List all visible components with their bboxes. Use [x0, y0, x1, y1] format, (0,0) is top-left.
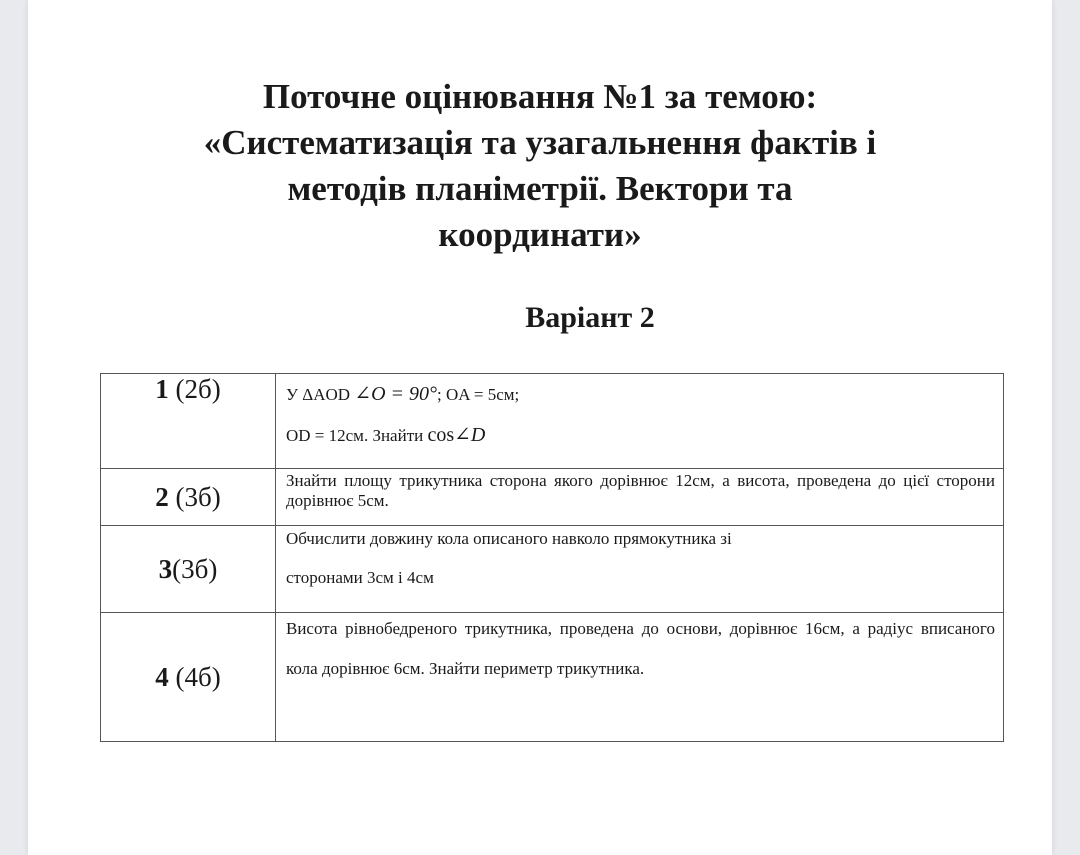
document-page	[28, 0, 1052, 855]
task-number-cell	[101, 374, 276, 469]
variant-heading: Варіант 2	[525, 301, 655, 334]
task-4-text: Висота рівнобедреного трикутника, проведена до основи, дорівнює 16см, а радіус вписаного кола дорівнює 6см. Знайти периметр трикутника.	[286, 619, 995, 678]
task-2-text: Знайти площу трикутника сторона якого дорівнює 12см, а висота, проведена до цієї сторони дорівнює 5см.	[286, 471, 995, 510]
task-text-cell	[276, 613, 1004, 742]
angle-o-expression: ∠O = 90°	[354, 383, 438, 405]
task-number: 3	[158, 553, 173, 584]
task-number: 1	[155, 374, 169, 404]
table-row	[101, 613, 1004, 742]
table-row	[101, 374, 1004, 469]
task-1-line-2: OD = 12см. Знайти cos∠D	[286, 424, 486, 446]
task-text-cell	[276, 469, 1004, 526]
title-line-2: «Систематизація та узагальнення фактів і	[203, 123, 877, 162]
task-3-line-2: сторонами 3см і 4см	[286, 568, 434, 587]
task-1-line-1: У ΔAOD ∠O = 90°; OA = 5см;	[286, 383, 520, 405]
table-row	[101, 526, 1004, 613]
task-number: 4	[155, 661, 169, 692]
task-text-cell	[276, 526, 1004, 613]
task-number-cell	[101, 526, 276, 613]
task-text-cell	[276, 374, 1004, 469]
task-number-cell	[101, 613, 276, 742]
task-points: (2б)	[175, 374, 221, 404]
document-title	[28, 74, 1052, 258]
tasks-table	[100, 373, 1004, 742]
task-points: (3б)	[175, 481, 221, 512]
cos-function: cos	[427, 424, 455, 446]
task-3-line-1: Обчислити довжину кола описаного навколо прямокутника зі	[286, 529, 732, 548]
title-line-3: методів планіметрії. Вектори та	[287, 169, 793, 208]
task-number-cell	[101, 469, 276, 526]
title-line-4: координати»	[438, 215, 642, 254]
task-points: (3б)	[172, 553, 218, 584]
title-line-1: Поточне оцінювання №1 за темою:	[262, 77, 818, 116]
task-points: (4б)	[175, 661, 221, 692]
angle-d-expression: ∠D	[454, 424, 486, 446]
table-row	[101, 469, 1004, 526]
task-number: 2	[155, 481, 169, 512]
